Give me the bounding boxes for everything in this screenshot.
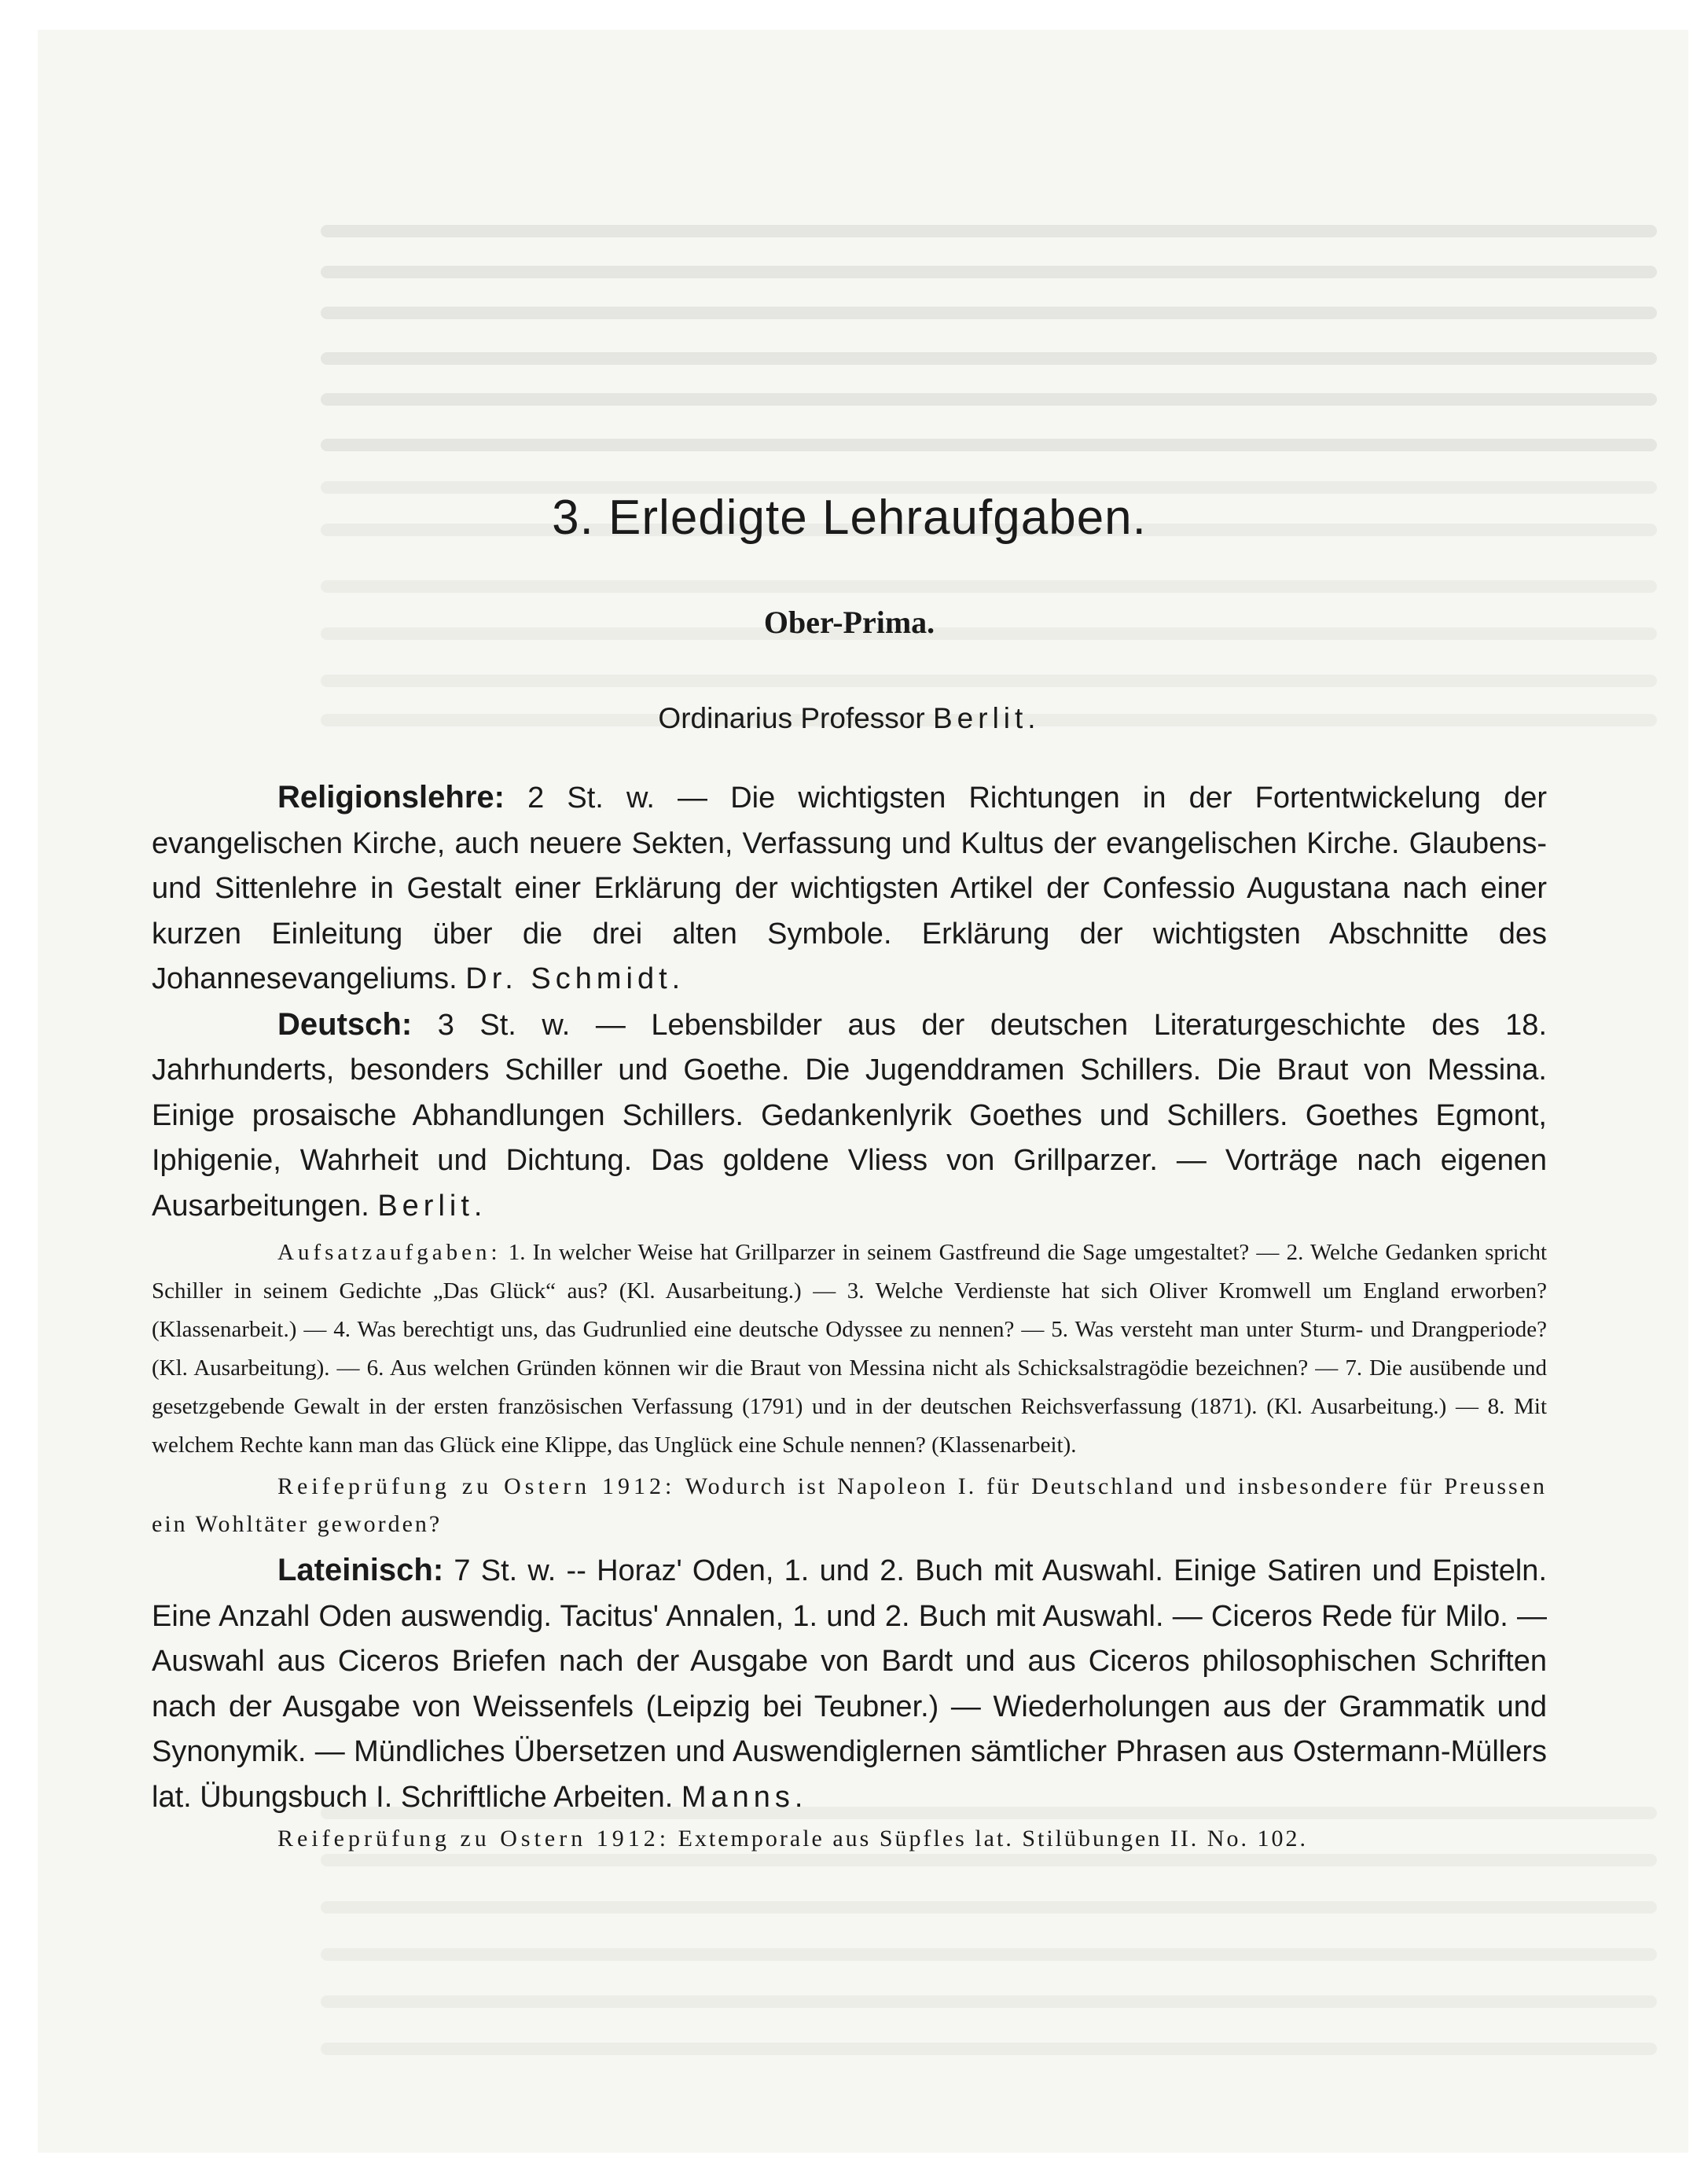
section-title: 3. Erledigte Lehraufgaben.	[552, 491, 1147, 545]
aufsatz-label: Aufsatzaufgaben:	[277, 1240, 501, 1265]
lesson-body	[152, 775, 1547, 1863]
deutsch-exam-text: Wodurch ist Napoleon I. für Deutschland und insbesondere für Preussen ein Wohltäter geworden?	[152, 1473, 1547, 1537]
latein-text: 7 St. w. -- Horaz' Oden, 1. und 2. Buch mit Auswahl. Einige Satiren und Episteln. Eine Anzahl Oden auswendig. Tacitus' Annalen, 1. und 2. Buch mit Auswahl. — Ciceros Rede für Milo. — Auswahl aus Ciceros Briefen nach der Ausgabe von Bardt und aus Ciceros philosophischen Schriften nach der Ausgabe von Weissenfels (Leipzig bei Teubner.) — Wiederholungen aus der Grammatik und Synonymik. — Mündliches Übersetzen und Auswendiglernen sämtlicher Phrasen aus Ostermann-Müllers lat. Übungsbuch I. Schriftliche Arbeiten.	[152, 1554, 1547, 1814]
latein-exam-label: Reifeprüfung zu Ostern 1912:	[277, 1826, 670, 1852]
ordinarius-line	[152, 702, 1547, 735]
aufsatz-text: 1. In welcher Weise hat Grillparzer in seinem Gastfreund die Sage umgestaltet? — 2. Welche Gedanken spricht Schiller in seinem Gedichte „Das Glück“ aus? (Kl. Ausarbeitung.) — 3. Welche Verdienste hat sich Oliver Kromwell um England erworben? (Klassenarbeit.) — 4. Was berechtigt uns, das Gudrunlied eine deutsche Odyssee zu nennen? — 5. Was versteht man unter Sturm- und Drangperiode? (Kl. Ausarbeitung). — 6. Aus welchen Gründen können wir die Braut von Messina nicht als Schicksalstragödie bezeichnen? — 7. Die ausübende und gesetzgebende Gewalt in der ersten französischen Verfassung (1791) und in der deutschen Reichsverfassung (1871). (Kl. Ausarbeitung.) — 8. Mit welchem Rechte kann man das Glück eine Klippe, das Unglück eine Schule nennen? (Klassenarbeit).	[152, 1240, 1548, 1458]
latein-subject: Lateinisch:	[277, 1553, 444, 1587]
deutsch-subject: Deutsch:	[277, 1006, 413, 1042]
latein-paragraph	[152, 1548, 1547, 1820]
ordinarius-prefix: Ordinarius Professor	[658, 702, 925, 734]
latein-exam-text: Extemporale aus Süpfles lat. Stilübungen II. No. 102.	[678, 1826, 1308, 1852]
class-title: Ober-Prima.	[763, 605, 935, 640]
document-page	[38, 30, 1688, 2153]
ordinarius-name: Berlit.	[933, 702, 1041, 734]
latein-exam	[152, 1820, 1547, 1858]
deutsch-aufsatz-list	[152, 1234, 1547, 1465]
religion-paragraph	[152, 775, 1547, 1002]
deutsch-exam	[152, 1468, 1547, 1543]
deutsch-text: 3 St. w. — Lebensbilder aus der deutschen Literaturgeschichte des 18. Jahrhunderts, besonders Schiller und Goethe. Die Jugenddramen Schillers. Die Braut von Messina. Einige prosaische Abhandlungen Schillers. Gedankenlyrik Goethes und Schillers. Goethes Egmont, Iphigenie, Wahrheit und Dichtung. Das goldene Vliess von Grillparzer. — Vorträge nach eigenen Ausarbeitungen.	[152, 1008, 1548, 1223]
deutsch-paragraph	[152, 1002, 1547, 1230]
religion-subject: Religionslehre:	[277, 780, 505, 815]
latein-teacher: Manns.	[681, 1780, 808, 1814]
religion-text: 2 St. w. — Die wichtigsten Richtungen in der Fortentwickelung der evangelischen Kirche, auch neuere Sekten, Verfassung und Kultus der evangelischen Kirche. Glaubens- und Sittenlehre in Gestalt einer Erklärung der wichtigsten Artikel der Confessio Augustana nach einer kurzen Einleitung über die drei alten Symbole. Erklärung der wichtigsten Abschnitte des Johannesevangeliums.	[152, 781, 1547, 995]
deutsch-exam-label: Reifeprüfung zu Ostern 1912:	[277, 1473, 676, 1499]
religion-teacher: Dr. Schmidt.	[465, 962, 685, 995]
deutsch-teacher: Berlit.	[377, 1189, 487, 1223]
